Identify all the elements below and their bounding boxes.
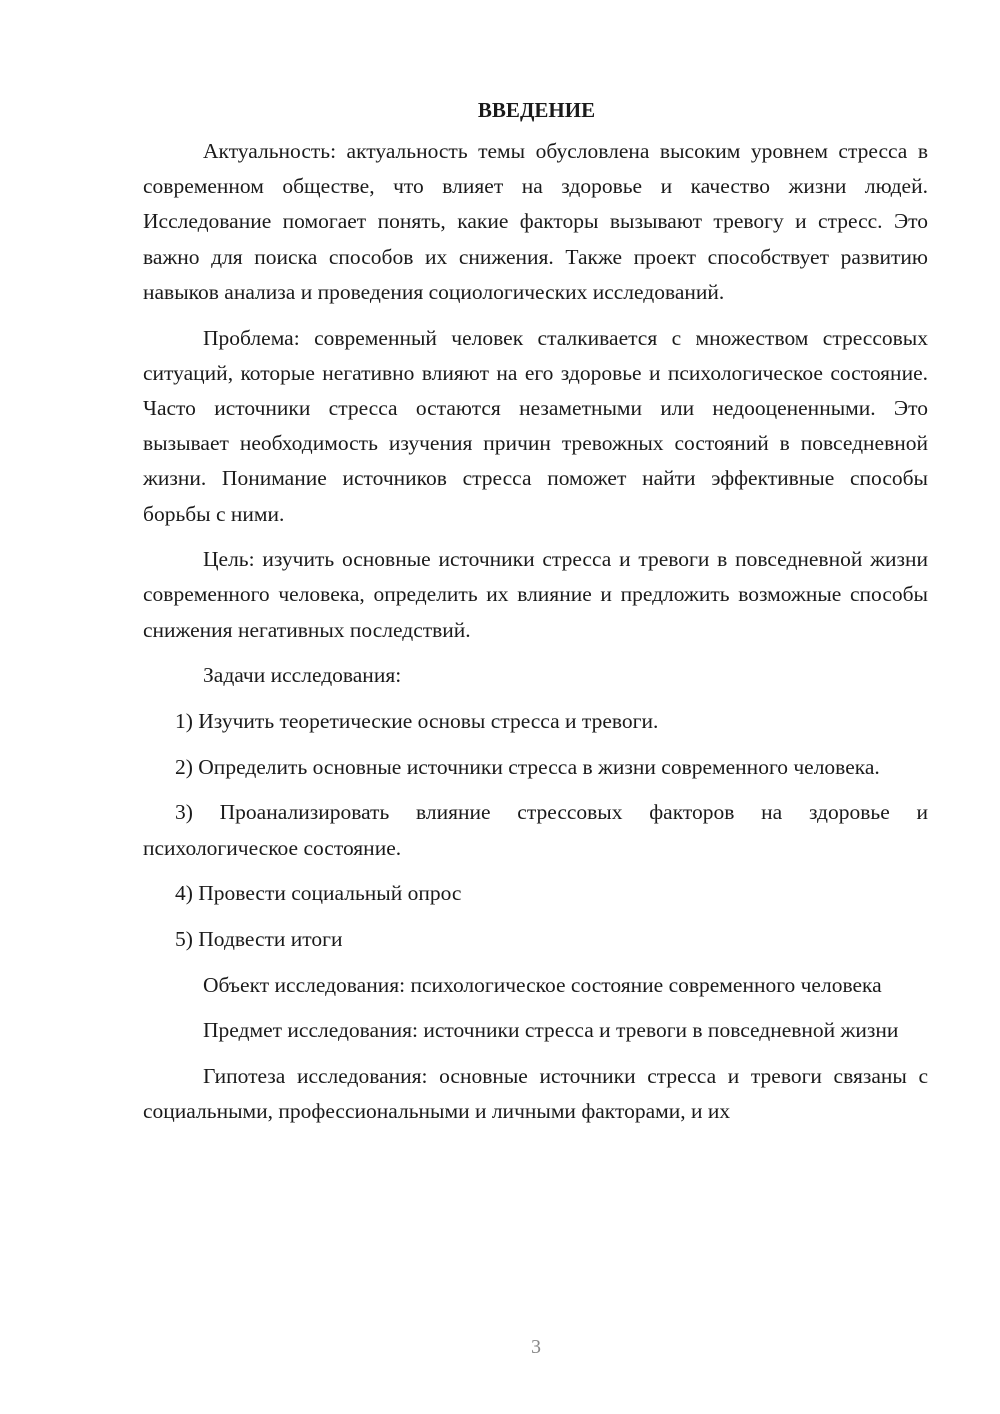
- goal-paragraph: Цель: изучить основные источники стресса и тревоги в повседневной жизни современного человека, определить их влияние и предложить возможные способы снижения негативных последствий.: [143, 547, 928, 642]
- task-item: 1) Изучить теоретические основы стресса и тревоги.: [175, 709, 659, 734]
- problem-paragraph: Проблема: современный человек сталкивается с множеством стрессовых ситуаций, которые негативно влияют на его здоровье и психологическое состояние. Часто источники стресса остаются незаметными или недооцененными. Это вызывает необходимость изучения причин тревожных состояний в повседневной жизни. Понимание источников стресса поможет найти эффективные способы борьбы с ними.: [143, 325, 928, 526]
- page-content: [143, 95, 928, 1140]
- task-item: 2) Определить основные источники стресса в жизни современного человека.: [175, 754, 880, 779]
- task-item: 5) Подвести итоги: [175, 927, 343, 952]
- task-item: 3) Проанализировать влияние стрессовых факторов на здоровье и психологическое состояние.: [143, 800, 928, 860]
- task-item: 4) Провести социальный опрос: [175, 881, 462, 906]
- relevance-paragraph: Актуальность: актуальность темы обусловлена высоким уровнем стресса в современном обществе, что влияет на здоровье и качество жизни людей. Исследование помогает понять, какие факторы вызывают тревогу и стресс. Это важно для поиска способов их снижения. Также проект способствует развитию навыков анализа и проведения социологических исследований.: [143, 139, 928, 304]
- object-paragraph: Объект исследования: психологическое состояние современного человека: [203, 972, 882, 997]
- hypothesis-paragraph: Гипотеза исследования: основные источники стресса и тревоги связаны с социальными, профессиональными и личными факторами, и их: [143, 1064, 928, 1124]
- page-number: 3: [531, 1336, 541, 1358]
- tasks-heading: Задачи исследования:: [203, 663, 402, 688]
- section-title: ВВЕДЕНИЕ: [477, 98, 596, 122]
- subject-paragraph: Предмет исследования: источники стресса и тревоги в повседневной жизни: [203, 1018, 899, 1043]
